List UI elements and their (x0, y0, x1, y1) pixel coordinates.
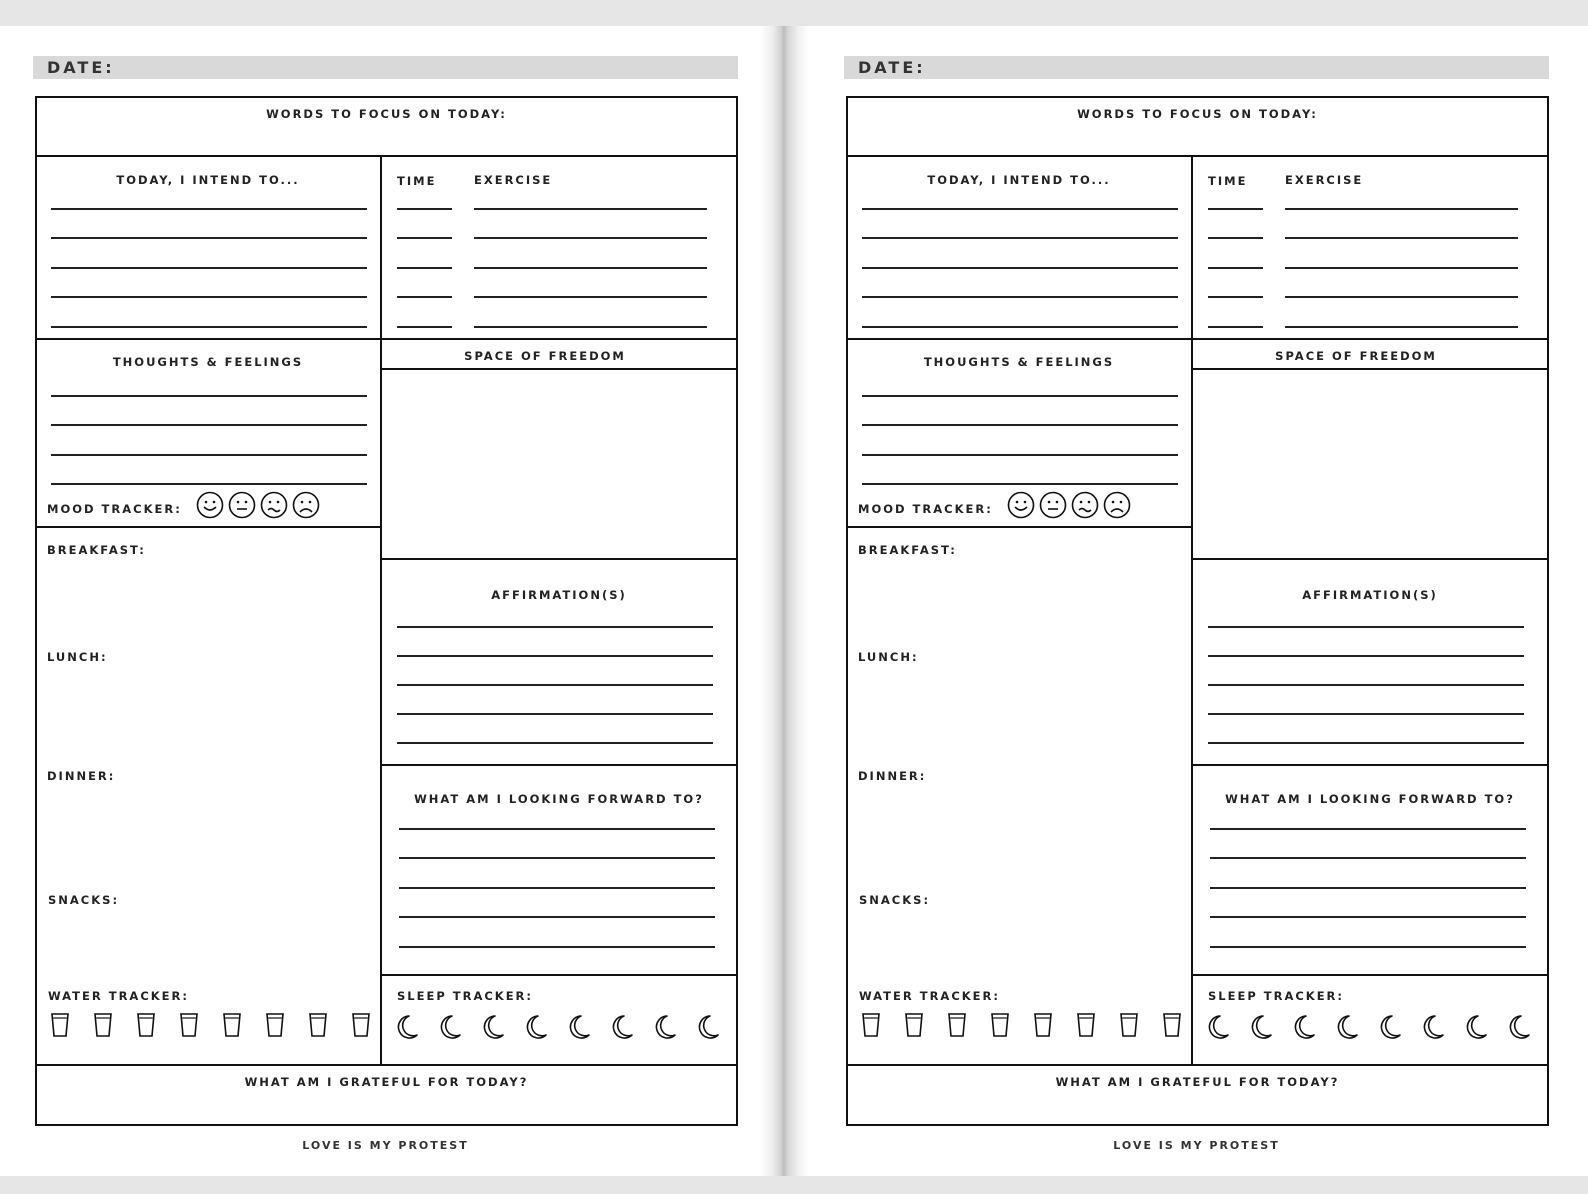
time-writing-line[interactable] (397, 208, 452, 210)
moon-icon[interactable] (1335, 1014, 1359, 1040)
thoughts-label: THOUGHTS & FEELINGS (112, 355, 304, 369)
time-writing-line[interactable] (1208, 326, 1263, 328)
exercise-writing-line[interactable] (474, 267, 707, 269)
sleep-tracker-label: SLEEP TRACKER: (1208, 989, 1345, 1003)
affirmations-label: AFFIRMATION(S) (491, 588, 627, 602)
thoughts-writing-line[interactable] (51, 454, 367, 456)
footer-text: LOVE IS MY PROTEST (302, 1139, 469, 1152)
water-glass-icon[interactable] (1033, 1012, 1053, 1038)
sleep-tracker (395, 1014, 720, 1040)
time-writing-line[interactable] (397, 326, 452, 328)
intend-label: TODAY, I INTEND TO... (927, 173, 1111, 187)
planner-page-right (844, 26, 1564, 1176)
forward-writing-line[interactable] (399, 857, 715, 859)
thoughts-writing-line[interactable] (51, 424, 367, 426)
affirmations-label: AFFIRMATION(S) (1302, 588, 1438, 602)
words-to-focus-label: WORDS TO FOCUS ON TODAY: (266, 107, 507, 121)
affirmation-writing-line[interactable] (397, 684, 713, 686)
thoughts-label: THOUGHTS & FEELINGS (923, 355, 1115, 369)
intend-writing-line[interactable] (862, 296, 1178, 298)
sad-face-icon[interactable] (292, 491, 320, 519)
moon-icon[interactable] (1507, 1014, 1531, 1040)
exercise-writing-line[interactable] (474, 208, 707, 210)
forward-writing-line[interactable] (399, 887, 715, 889)
planner-frame (846, 96, 1549, 1126)
exercise-writing-line[interactable] (474, 326, 707, 328)
affirmation-writing-line[interactable] (1208, 655, 1524, 657)
time-writing-line[interactable] (1208, 208, 1263, 210)
water-tracker-label: WATER TRACKER: (48, 989, 189, 1003)
water-tracker (861, 1012, 1182, 1038)
words-to-focus-label: WORDS TO FOCUS ON TODAY: (1077, 107, 1318, 121)
water-tracker (50, 1012, 371, 1038)
date-bar[interactable] (33, 56, 738, 79)
breakfast-label: BREAKFAST: (858, 543, 957, 557)
exercise-label: EXERCISE (474, 173, 553, 187)
water-glass-icon[interactable] (308, 1012, 328, 1038)
happy-face-icon[interactable] (196, 491, 224, 519)
mood-tracker-label: MOOD TRACKER: (47, 502, 182, 516)
time-label: TIME (397, 174, 437, 188)
exercise-writing-line[interactable] (1285, 208, 1518, 210)
intend-writing-line[interactable] (862, 237, 1178, 239)
time-writing-line[interactable] (397, 237, 452, 239)
neutral-face-icon[interactable] (228, 491, 256, 519)
snacks-label: SNACKS: (859, 893, 931, 907)
affirmation-writing-line[interactable] (1208, 626, 1524, 628)
moon-icon[interactable] (1421, 1014, 1445, 1040)
moon-icon[interactable] (653, 1014, 677, 1040)
water-glass-icon[interactable] (990, 1012, 1010, 1038)
neutral-face-icon[interactable] (1039, 491, 1067, 519)
thoughts-writing-line[interactable] (862, 395, 1178, 397)
affirmation-writing-line[interactable] (1208, 684, 1524, 686)
intend-writing-line[interactable] (51, 208, 367, 210)
water-glass-icon[interactable] (1119, 1012, 1139, 1038)
space-of-freedom-label: SPACE OF FREEDOM (464, 349, 626, 363)
water-glass-icon[interactable] (179, 1012, 199, 1038)
moon-icon[interactable] (1464, 1014, 1488, 1040)
grateful-label: WHAT AM I GRATEFUL FOR TODAY? (244, 1075, 529, 1089)
affirmation-writing-line[interactable] (397, 742, 713, 744)
intend-writing-line[interactable] (51, 326, 367, 328)
time-label: TIME (1208, 174, 1248, 188)
time-writing-line[interactable] (397, 267, 452, 269)
water-glass-icon[interactable] (904, 1012, 924, 1038)
moon-icon[interactable] (395, 1014, 419, 1040)
dinner-label: DINNER: (858, 769, 927, 783)
date-bar[interactable] (844, 56, 1549, 79)
water-glass-icon[interactable] (947, 1012, 967, 1038)
thoughts-writing-line[interactable] (862, 454, 1178, 456)
exercise-writing-line[interactable] (474, 237, 707, 239)
mood-faces (1007, 491, 1131, 519)
worried-face-icon[interactable] (260, 491, 288, 519)
planner-spread (0, 26, 1588, 1176)
affirmation-writing-line[interactable] (397, 655, 713, 657)
moon-icon[interactable] (1292, 1014, 1316, 1040)
exercise-writing-line[interactable] (474, 296, 707, 298)
forward-writing-line[interactable] (399, 916, 715, 918)
affirmation-writing-line[interactable] (1208, 742, 1524, 744)
moon-icon[interactable] (567, 1014, 591, 1040)
water-glass-icon[interactable] (1162, 1012, 1182, 1038)
forward-writing-line[interactable] (1210, 828, 1526, 830)
affirmation-writing-line[interactable] (397, 626, 713, 628)
water-glass-icon[interactable] (265, 1012, 285, 1038)
forward-writing-line[interactable] (1210, 916, 1526, 918)
snacks-label: SNACKS: (48, 893, 120, 907)
intend-writing-line[interactable] (862, 326, 1178, 328)
thoughts-writing-line[interactable] (51, 395, 367, 397)
thoughts-writing-line[interactable] (51, 483, 367, 485)
moon-icon[interactable] (696, 1014, 720, 1040)
exercise-label: EXERCISE (1285, 173, 1364, 187)
lunch-label: LUNCH: (47, 650, 108, 664)
water-glass-icon[interactable] (861, 1012, 881, 1038)
moon-icon[interactable] (1249, 1014, 1273, 1040)
date-label: DATE: (47, 58, 115, 77)
forward-writing-line[interactable] (1210, 857, 1526, 859)
planner-frame (35, 96, 738, 1126)
mood-faces (196, 491, 320, 519)
moon-icon[interactable] (524, 1014, 548, 1040)
intend-writing-line[interactable] (51, 237, 367, 239)
intend-label: TODAY, I INTEND TO... (116, 173, 300, 187)
worried-face-icon[interactable] (1071, 491, 1099, 519)
looking-forward-label: WHAT AM I LOOKING FORWARD TO? (1225, 792, 1515, 806)
water-glass-icon[interactable] (222, 1012, 242, 1038)
intend-writing-line[interactable] (51, 267, 367, 269)
moon-icon[interactable] (481, 1014, 505, 1040)
forward-writing-line[interactable] (1210, 887, 1526, 889)
forward-writing-line[interactable] (1210, 946, 1526, 948)
dinner-label: DINNER: (47, 769, 116, 783)
water-glass-icon[interactable] (351, 1012, 371, 1038)
exercise-writing-line[interactable] (1285, 237, 1518, 239)
happy-face-icon[interactable] (1007, 491, 1035, 519)
water-glass-icon[interactable] (1076, 1012, 1096, 1038)
mood-tracker-label: MOOD TRACKER: (858, 502, 993, 516)
thoughts-writing-line[interactable] (862, 424, 1178, 426)
moon-icon[interactable] (1378, 1014, 1402, 1040)
forward-writing-line[interactable] (399, 828, 715, 830)
intend-writing-line[interactable] (51, 296, 367, 298)
moon-icon[interactable] (610, 1014, 634, 1040)
footer-text: LOVE IS MY PROTEST (1113, 1139, 1280, 1152)
moon-icon[interactable] (1206, 1014, 1230, 1040)
water-tracker-label: WATER TRACKER: (859, 989, 1000, 1003)
affirmation-writing-line[interactable] (397, 713, 713, 715)
sleep-tracker-label: SLEEP TRACKER: (397, 989, 534, 1003)
water-glass-icon[interactable] (93, 1012, 113, 1038)
exercise-writing-line[interactable] (1285, 267, 1518, 269)
time-writing-line[interactable] (397, 296, 452, 298)
intend-writing-line[interactable] (862, 208, 1178, 210)
water-glass-icon[interactable] (50, 1012, 70, 1038)
time-writing-line[interactable] (1208, 267, 1263, 269)
exercise-writing-line[interactable] (1285, 296, 1518, 298)
time-writing-line[interactable] (1208, 237, 1263, 239)
date-label: DATE: (858, 58, 926, 77)
thoughts-writing-line[interactable] (862, 483, 1178, 485)
planner-page-left (33, 26, 753, 1176)
intend-writing-line[interactable] (862, 267, 1178, 269)
breakfast-label: BREAKFAST: (47, 543, 146, 557)
looking-forward-label: WHAT AM I LOOKING FORWARD TO? (414, 792, 704, 806)
water-glass-icon[interactable] (136, 1012, 156, 1038)
affirmation-writing-line[interactable] (1208, 713, 1524, 715)
space-of-freedom-label: SPACE OF FREEDOM (1275, 349, 1437, 363)
sleep-tracker (1206, 1014, 1531, 1040)
lunch-label: LUNCH: (858, 650, 919, 664)
exercise-writing-line[interactable] (1285, 326, 1518, 328)
moon-icon[interactable] (438, 1014, 462, 1040)
sad-face-icon[interactable] (1103, 491, 1131, 519)
book-gutter (760, 26, 830, 1176)
time-writing-line[interactable] (1208, 296, 1263, 298)
forward-writing-line[interactable] (399, 946, 715, 948)
grateful-label: WHAT AM I GRATEFUL FOR TODAY? (1055, 1075, 1340, 1089)
